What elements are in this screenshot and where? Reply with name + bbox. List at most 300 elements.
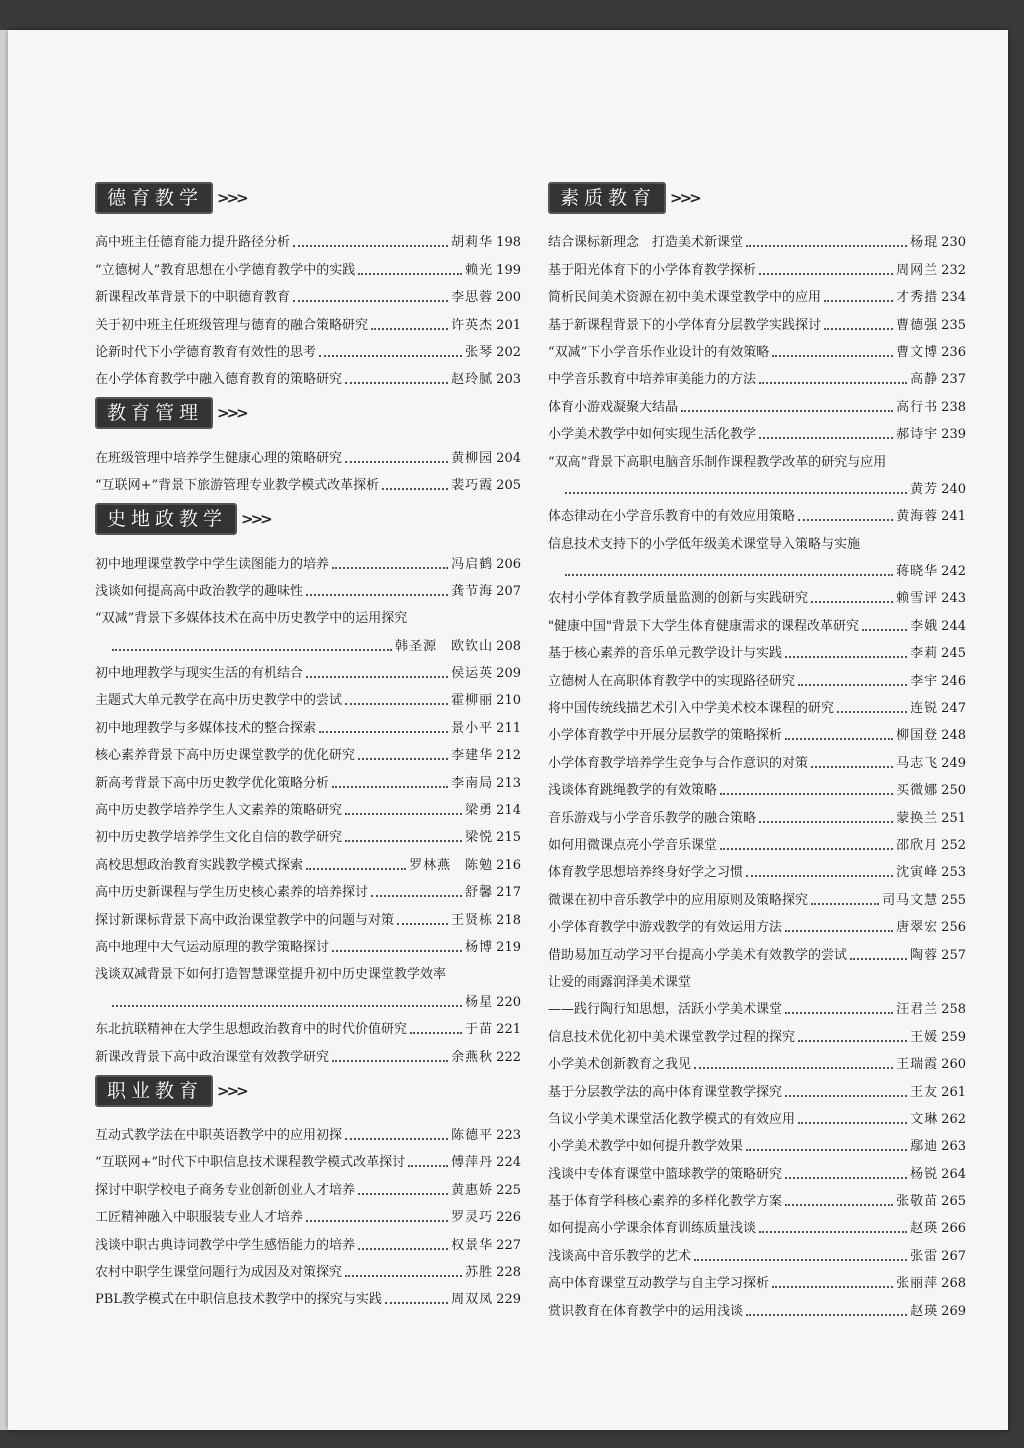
dot-leader xyxy=(694,1066,893,1069)
entry-page: 202 xyxy=(496,344,521,360)
toc-entry[interactable] xyxy=(548,662,966,689)
entry-author: 柳国登 xyxy=(896,728,939,744)
entry-page: 225 xyxy=(496,1182,521,1198)
entry-author: 陶蓉 xyxy=(910,947,939,963)
entry-title[interactable]: “双减”背景下多媒体技术在高中历史教学中的运用探究 xyxy=(95,611,408,627)
toc-entry[interactable] xyxy=(548,909,966,936)
entry-author: 杨星 xyxy=(465,994,494,1010)
toc-entry[interactable] xyxy=(548,498,966,525)
entry-author: 梁悦 xyxy=(465,830,494,846)
entry-author: 黄柳园 xyxy=(451,450,494,466)
toc-entry[interactable] xyxy=(548,854,966,881)
toc-entry[interactable] xyxy=(95,1171,521,1198)
chevrons-icon: >>> xyxy=(217,404,246,423)
dot-leader xyxy=(371,327,448,330)
toc-entry[interactable] xyxy=(548,279,966,306)
entry-page: 215 xyxy=(496,830,521,846)
dot-leader xyxy=(798,1039,907,1042)
entry-page: 235 xyxy=(941,317,966,333)
entry-title[interactable]: 在班级管理中培养学生健康心理的策略研究 xyxy=(95,450,343,466)
entry-page: 243 xyxy=(941,591,966,607)
dot-leader xyxy=(720,792,893,795)
dot-leader xyxy=(862,628,907,631)
toc-entry[interactable] xyxy=(95,1254,521,1281)
entry-author: 景小平 xyxy=(451,720,494,736)
entry-title[interactable]: “互联网+”时代下中职信息技术课程教学模式改革探讨 xyxy=(95,1155,406,1171)
entry-page: 265 xyxy=(941,1194,966,1210)
toc-entry[interactable] xyxy=(548,416,966,443)
toc-entry[interactable] xyxy=(548,991,966,1018)
dot-leader xyxy=(358,1247,448,1250)
toc-entry[interactable] xyxy=(548,881,966,908)
toc-entry[interactable] xyxy=(95,1199,521,1226)
entry-page: 216 xyxy=(496,857,521,873)
entry-page: 221 xyxy=(496,1022,521,1038)
entry-title[interactable]: 小学美术教学中如何实现生活化教学 xyxy=(548,427,757,443)
entry-title[interactable]: 信息技术优化初中美术课堂教学过程的探究 xyxy=(548,1029,796,1045)
entry-title[interactable]: 基于新课程背景下的小学体育分层教学实践探讨 xyxy=(548,317,822,333)
toc-left-column xyxy=(95,183,521,1308)
entry-page: 252 xyxy=(941,837,966,853)
entry-title[interactable]: 微课在初中音乐教学中的应用原则及策略探究 xyxy=(548,892,809,908)
entry-title[interactable]: 新课程改革背景下的中职德育教育 xyxy=(95,290,291,306)
section-title: 史地政教学 xyxy=(95,503,237,535)
toc-entry[interactable] xyxy=(95,1281,521,1308)
entry-page: 245 xyxy=(941,646,966,662)
entry-title[interactable]: 如何用微课点亮小学音乐课堂 xyxy=(548,837,718,853)
dot-leader xyxy=(345,381,448,384)
entry-title[interactable]: 小学美术创新教育之我见 xyxy=(548,1057,692,1073)
toc-entry[interactable] xyxy=(95,439,521,466)
entry-title[interactable]: 高中班主任德育能力提升路径分析 xyxy=(95,235,291,251)
entry-page: 208 xyxy=(496,638,521,654)
toc-entry[interactable] xyxy=(548,361,966,388)
entry-title[interactable]: 基于核心素养的音乐单元教学设计与实践 xyxy=(548,646,783,662)
dot-leader xyxy=(785,655,907,658)
toc-entry-title-line[interactable] xyxy=(95,600,521,627)
entry-title[interactable]: 基于分层教学法的高中体育课堂教学探究 xyxy=(548,1084,783,1100)
entry-author: 连锐 xyxy=(910,701,939,717)
entry-author: 文琳 xyxy=(910,1111,939,1127)
toc-entry[interactable] xyxy=(95,792,521,819)
entry-title[interactable]: 浅谈高中音乐教学的艺术 xyxy=(548,1248,692,1264)
entry-title[interactable]: 新课改背景下高中政治课堂有效教学研究 xyxy=(95,1049,330,1065)
entry-page: 258 xyxy=(941,1002,966,1018)
toc-entry[interactable] xyxy=(548,306,966,333)
entry-title[interactable]: 基于体育学科核心素养的多样化教学方案 xyxy=(548,1194,783,1210)
dot-leader xyxy=(332,949,462,952)
toc-entry[interactable] xyxy=(95,929,521,956)
entry-author: 杨锐 xyxy=(910,1166,939,1182)
dot-leader xyxy=(410,1031,462,1034)
entry-author: 许英杰 xyxy=(451,317,494,333)
entry-title[interactable]: 立德树人在高职体育教学中的实现路径研究 xyxy=(548,673,796,689)
entry-title[interactable]: 探讨中职学校电子商务专业创新创业人才培养 xyxy=(95,1182,356,1198)
section-title: 职业教育 xyxy=(95,1075,213,1107)
entry-title[interactable]: 高中地理中大气运动原理的教学策略探讨 xyxy=(95,939,330,955)
entry-title[interactable]: 初中历史教学培养学生文化自信的教学研究 xyxy=(95,830,343,846)
toc-entry[interactable] xyxy=(95,682,521,709)
toc-entry[interactable] xyxy=(548,744,966,771)
toc-entry[interactable] xyxy=(95,1226,521,1253)
entry-title[interactable]: 关于初中班主任班级管理与德育的融合策略研究 xyxy=(95,317,369,333)
toc-entry[interactable] xyxy=(95,764,521,791)
dot-leader xyxy=(382,487,448,490)
dot-leader xyxy=(358,757,448,760)
dot-leader xyxy=(694,1258,907,1261)
entry-author: 汪君兰 xyxy=(896,1002,939,1018)
entry-author: 苏胜 xyxy=(465,1264,494,1280)
entry-title[interactable]: 高中历史新课程与学生历史核心素养的培养探讨 xyxy=(95,885,369,901)
entry-title[interactable]: 高中体育课堂互动教学与自主学习探析 xyxy=(548,1276,770,1292)
dot-leader xyxy=(746,874,893,877)
dot-leader xyxy=(345,812,462,815)
dot-leader xyxy=(746,244,907,247)
dot-leader xyxy=(837,710,907,713)
entry-title[interactable]: 将中国传统线描艺术引入中学美术校本课程的研究 xyxy=(548,701,835,717)
toc-entry[interactable] xyxy=(548,580,966,607)
section-header xyxy=(548,183,966,213)
entry-page: 237 xyxy=(941,372,966,388)
toc-entry[interactable] xyxy=(548,388,966,415)
entry-page: 244 xyxy=(941,618,966,634)
entry-page: 253 xyxy=(941,865,966,881)
entry-title[interactable]: 高中历史教学培养学生人文素养的策略研究 xyxy=(95,803,343,819)
dot-leader xyxy=(759,272,893,275)
entry-author: 罗灵巧 xyxy=(451,1210,494,1226)
dot-leader xyxy=(785,929,893,932)
toc-entry[interactable] xyxy=(95,874,521,901)
entry-title[interactable]: 小学体育教学中游戏教学的有效运用方法 xyxy=(548,920,783,936)
dot-leader xyxy=(306,867,406,870)
section-header xyxy=(95,1076,521,1106)
entry-title[interactable]: 核心素养背景下高中历史课堂教学的优化研究 xyxy=(95,748,356,764)
entry-title[interactable]: 中学音乐教育中培养审美能力的方法 xyxy=(548,372,757,388)
entry-title[interactable]: 浅谈中职古典诗词教学中学生感悟能力的培养 xyxy=(95,1237,356,1253)
dot-leader xyxy=(565,573,893,576)
toc-entry[interactable] xyxy=(95,545,521,572)
section-title: 素质教育 xyxy=(548,182,666,214)
toc-entry[interactable] xyxy=(548,936,966,963)
entry-author: 曹德强 xyxy=(896,317,939,333)
entry-title[interactable]: “双高”背景下高职电脑音乐制作课程教学改革的研究与应用 xyxy=(548,454,887,470)
entry-title[interactable]: 体育教学思想培养终身好学之习惯 xyxy=(548,865,744,881)
entry-title[interactable]: 浅谈中专体育课堂中篮球教学的策略研究 xyxy=(548,1166,783,1182)
toc-entry[interactable] xyxy=(548,772,966,799)
toc-entry-title-line[interactable] xyxy=(548,443,966,470)
entry-title[interactable]: 体态律动在小学音乐教育中的有效应用策略 xyxy=(548,509,796,525)
toc-entry[interactable] xyxy=(548,1292,966,1319)
entry-author: 李建华 xyxy=(451,748,494,764)
dot-leader xyxy=(319,354,462,357)
toc-entry[interactable] xyxy=(95,361,521,388)
entry-title[interactable]: 如何提高小学课余体育训练质量浅谈 xyxy=(548,1221,757,1237)
entry-page: 223 xyxy=(496,1127,521,1143)
entry-page: 198 xyxy=(496,235,521,251)
toc-entry[interactable] xyxy=(548,471,966,498)
entry-title[interactable]: “立德树人”教育思想在小学德育教学中的实践 xyxy=(95,262,356,278)
toc-entry[interactable] xyxy=(95,306,521,333)
toc-entry[interactable] xyxy=(548,635,966,662)
dot-leader xyxy=(798,683,907,686)
toc-entry[interactable] xyxy=(548,1265,966,1292)
entry-page: 200 xyxy=(496,290,521,306)
entry-page: 199 xyxy=(496,262,521,278)
entry-page: 227 xyxy=(496,1237,521,1253)
entry-title[interactable]: “双减”下小学音乐作业设计的有效策略 xyxy=(548,344,770,360)
toc-entry[interactable] xyxy=(95,1117,521,1144)
toc-entry-title-line[interactable] xyxy=(548,964,966,991)
entry-title[interactable]: 东北抗联精神在大学生思想政治教育中的时代价值研究 xyxy=(95,1022,408,1038)
entry-page: 207 xyxy=(496,583,521,599)
toc-entry[interactable] xyxy=(548,553,966,580)
toc-entry[interactable] xyxy=(548,827,966,854)
entry-author: 赖雪评 xyxy=(896,591,939,607)
entry-author: 才秀措 xyxy=(896,290,939,306)
entry-title[interactable]: "健康中国"背景下大学生体育健康需求的课程改革研究 xyxy=(548,618,859,634)
entry-author: 沈寅峰 xyxy=(896,865,939,881)
entry-author: 杨琨 xyxy=(910,235,939,251)
entry-title[interactable]: 体育小游戏凝聚大结晶 xyxy=(548,399,679,415)
dot-leader xyxy=(397,922,448,925)
entry-page: 228 xyxy=(496,1264,521,1280)
entry-title[interactable]: 信息技术支持下的小学低年级美术课堂导入策略与实施 xyxy=(548,536,861,552)
entry-page: 205 xyxy=(496,478,521,494)
entry-title[interactable]: 小学体育教学中开展分层教学的策略探析 xyxy=(548,728,783,744)
entry-author: 王媛 xyxy=(910,1029,939,1045)
entry-page: 222 xyxy=(496,1049,521,1065)
dot-leader xyxy=(746,1313,907,1316)
toc-entry[interactable] xyxy=(95,1038,521,1065)
toc-entry[interactable] xyxy=(548,1101,966,1128)
toc-entry[interactable] xyxy=(548,251,966,278)
toc-entry[interactable] xyxy=(95,655,521,682)
dot-leader xyxy=(785,737,893,740)
entry-title[interactable]: 互动式教学法在中职英语教学中的应用初探 xyxy=(95,1127,343,1143)
dot-leader xyxy=(358,272,462,275)
entry-author: 赵瑛 xyxy=(910,1303,939,1319)
entry-page: 220 xyxy=(496,994,521,1010)
entry-title[interactable]: 农村中职学生课堂问题行为成因及对策探究 xyxy=(95,1264,343,1280)
entry-author: 黄惠娇 xyxy=(451,1182,494,1198)
entry-page: 203 xyxy=(496,372,521,388)
toc-entry[interactable] xyxy=(95,467,521,494)
entry-author: 赵玲腻 xyxy=(451,372,494,388)
toc-entry[interactable] xyxy=(548,1237,966,1264)
entry-title[interactable]: 借助易加互动学习平台提高小学美术有效教学的尝试 xyxy=(548,947,848,963)
dot-leader xyxy=(293,244,448,247)
toc-entry[interactable] xyxy=(95,737,521,764)
entry-author: 霍柳丽 xyxy=(451,693,494,709)
toc-entry[interactable] xyxy=(95,627,521,654)
entry-page: 211 xyxy=(496,720,521,736)
dot-leader xyxy=(759,820,893,823)
toc-entry[interactable] xyxy=(95,846,521,873)
entry-title[interactable]: 音乐游戏与小学音乐教学的融合策略 xyxy=(548,810,757,826)
chevrons-icon: >>> xyxy=(241,510,270,529)
entry-page: 262 xyxy=(941,1111,966,1127)
dot-leader xyxy=(306,593,448,596)
entry-author: 司马文慧 xyxy=(882,892,939,908)
entry-title[interactable]: 浅谈如何提高高中政治教学的趣味性 xyxy=(95,583,304,599)
entry-title[interactable]: 初中地理教学与现实生活的有机结合 xyxy=(95,666,304,682)
entry-author: 王瑞霞 xyxy=(896,1057,939,1073)
dot-leader xyxy=(850,957,907,960)
entry-page: 242 xyxy=(941,564,966,580)
dot-leader xyxy=(332,566,448,569)
entry-page: 264 xyxy=(941,1166,966,1182)
entry-page: 210 xyxy=(496,693,521,709)
entry-title[interactable]: 让爱的雨露润泽美术课堂 xyxy=(548,974,692,990)
entry-author: 黄芳 xyxy=(910,481,939,497)
entry-title[interactable]: 小学体育教学培养学生竞争与合作意识的对策 xyxy=(548,755,809,771)
entry-page: 224 xyxy=(496,1155,521,1171)
entry-author: 傅萍丹 xyxy=(451,1155,494,1171)
entry-page: 218 xyxy=(496,912,521,928)
toc-entry[interactable] xyxy=(95,983,521,1010)
dot-leader xyxy=(332,1059,448,1062)
entry-title[interactable]: 高校思想政治教育实践教学模式探索 xyxy=(95,857,304,873)
entry-page: 229 xyxy=(496,1292,521,1308)
entry-author: 李南局 xyxy=(451,775,494,791)
toc-entry[interactable] xyxy=(95,709,521,736)
entry-author: 张敬苗 xyxy=(896,1194,939,1210)
dot-leader xyxy=(385,1301,448,1304)
toc-entry[interactable] xyxy=(548,690,966,717)
entry-title[interactable]: 新高考背景下高中历史教学优化策略分析 xyxy=(95,775,330,791)
toc-entry[interactable] xyxy=(548,1073,966,1100)
toc-entry[interactable] xyxy=(548,1183,966,1210)
entry-author: 李莉 xyxy=(910,646,939,662)
entry-title[interactable]: 小学美术教学中如何提升教学效果 xyxy=(548,1139,744,1155)
entry-page: 214 xyxy=(496,803,521,819)
entry-page: 230 xyxy=(941,235,966,251)
toc-entry[interactable] xyxy=(548,1155,966,1182)
dot-leader xyxy=(345,1137,448,1140)
entry-title[interactable]: 工匠精神融入中职服装专业人才培养 xyxy=(95,1210,304,1226)
toc-entry-title-line[interactable] xyxy=(95,956,521,983)
chevrons-icon: >>> xyxy=(670,189,699,207)
entry-title[interactable]: 浅谈双减背景下如何打造智慧课堂提升初中历史课堂教学效率 xyxy=(95,967,447,983)
entry-author: 裴巧霞 xyxy=(451,478,494,494)
entry-title[interactable]: PBL教学模式在中职信息技术教学中的探究与实践 xyxy=(95,1292,382,1308)
toc-entry[interactable] xyxy=(548,717,966,744)
entry-title[interactable]: 农村小学体育教学质量监测的创新与实践研究 xyxy=(548,591,809,607)
entry-author: 李宇 xyxy=(910,673,939,689)
entry-title[interactable]: 论新时代下小学德育教育有效性的思考 xyxy=(95,344,317,360)
dot-leader xyxy=(785,1203,893,1206)
toc-entry[interactable] xyxy=(548,1046,966,1073)
entry-title[interactable]: 主题式大单元教学在高中历史教学中的尝试 xyxy=(95,693,343,709)
entry-author: 李娥 xyxy=(910,618,939,634)
entry-title[interactable]: 结合课标新理念 打造美术新课堂 xyxy=(548,235,744,251)
entry-page: 248 xyxy=(941,728,966,744)
entry-author: 余燕秋 xyxy=(451,1049,494,1065)
toc-entry[interactable] xyxy=(548,224,966,251)
entry-author: 马志飞 xyxy=(896,755,939,771)
entry-author: 舒馨 xyxy=(465,885,494,901)
section-title: 教育管理 xyxy=(95,397,213,429)
toc-entry[interactable] xyxy=(548,1210,966,1237)
entry-page: 234 xyxy=(941,290,966,306)
toc-entry[interactable] xyxy=(548,799,966,826)
entry-page: 206 xyxy=(496,556,521,572)
dot-leader xyxy=(811,600,893,603)
entry-page: 261 xyxy=(941,1084,966,1100)
entry-author: 赖光 xyxy=(465,262,494,278)
entry-title[interactable]: 刍议小学美术课堂活化教学模式的有效应用 xyxy=(548,1111,796,1127)
entry-title[interactable]: 初中地理课堂教学中学生读图能力的培养 xyxy=(95,556,330,572)
entry-page: 257 xyxy=(941,947,966,963)
chevrons-icon: >>> xyxy=(217,1081,246,1100)
entry-title[interactable]: 初中地理教学与多媒体技术的整合探索 xyxy=(95,720,317,736)
toc-entry[interactable] xyxy=(95,1011,521,1038)
toc-entry[interactable] xyxy=(95,573,521,600)
entry-page: 232 xyxy=(941,262,966,278)
chevrons-icon: >>> xyxy=(217,189,246,207)
entry-title[interactable]: 探讨新课标背景下高中政治课堂教学中的问题与对策 xyxy=(95,912,395,928)
toc-entry[interactable] xyxy=(548,1128,966,1155)
entry-author: 蒋晓华 xyxy=(896,564,939,580)
toc-entry-title-line[interactable] xyxy=(548,525,966,552)
toc-entry[interactable] xyxy=(95,819,521,846)
toc-entry[interactable] xyxy=(95,334,521,361)
dot-leader xyxy=(746,1148,907,1151)
entry-author: 梁勇 xyxy=(465,803,494,819)
dot-leader xyxy=(772,1285,893,1288)
toc-entry[interactable] xyxy=(95,1144,521,1171)
dot-leader xyxy=(798,518,893,521)
dot-leader xyxy=(785,1176,907,1179)
dot-leader xyxy=(798,1121,907,1124)
dot-leader xyxy=(345,702,448,705)
entry-author: 赵瑛 xyxy=(910,1221,939,1237)
entry-title[interactable]: “互联网+”背景下旅游管理专业教学模式改革探析 xyxy=(95,478,380,494)
entry-title[interactable]: 基于阳光体育下的小学体育教学探析 xyxy=(548,262,757,278)
dot-leader xyxy=(681,409,893,412)
entry-page: 263 xyxy=(941,1139,966,1155)
toc-entry[interactable] xyxy=(95,279,521,306)
entry-author: 王贤栋 xyxy=(451,912,494,928)
toc-entry[interactable] xyxy=(548,607,966,634)
dot-leader xyxy=(408,1164,448,1167)
entry-page: 201 xyxy=(496,317,521,333)
entry-title[interactable]: 浅谈体育跳绳教学的有效策略 xyxy=(548,783,718,799)
entry-page: 249 xyxy=(941,755,966,771)
dot-leader xyxy=(332,785,448,788)
toc-entry[interactable] xyxy=(95,224,521,251)
entry-page: 269 xyxy=(941,1303,966,1319)
entry-author: 权景华 xyxy=(451,1237,494,1253)
entry-page: 204 xyxy=(496,450,521,466)
entry-page: 213 xyxy=(496,775,521,791)
entry-page: 247 xyxy=(941,701,966,717)
entry-page: 240 xyxy=(941,481,966,497)
section-title: 德育教学 xyxy=(95,182,213,214)
entry-author: 于苗 xyxy=(465,1022,494,1038)
entry-title[interactable]: ——践行陶行知思想，活跃小学美术课堂 xyxy=(548,1002,783,1018)
entry-author: 王友 xyxy=(910,1084,939,1100)
entry-title[interactable]: 赏识教育在体育教学中的运用浅谈 xyxy=(548,1303,744,1319)
toc-entry[interactable] xyxy=(95,251,521,278)
entry-title[interactable]: 在小学体育教学中融入德育教育的策略研究 xyxy=(95,372,343,388)
entry-page: 219 xyxy=(496,939,521,955)
toc-entry[interactable] xyxy=(548,334,966,361)
entry-title[interactable]: 简析民间美术资源在初中美术课堂教学中的应用 xyxy=(548,290,822,306)
toc-entry[interactable] xyxy=(548,1018,966,1045)
toc-entry[interactable] xyxy=(95,901,521,928)
entry-author: 李思蓉 xyxy=(451,290,494,306)
